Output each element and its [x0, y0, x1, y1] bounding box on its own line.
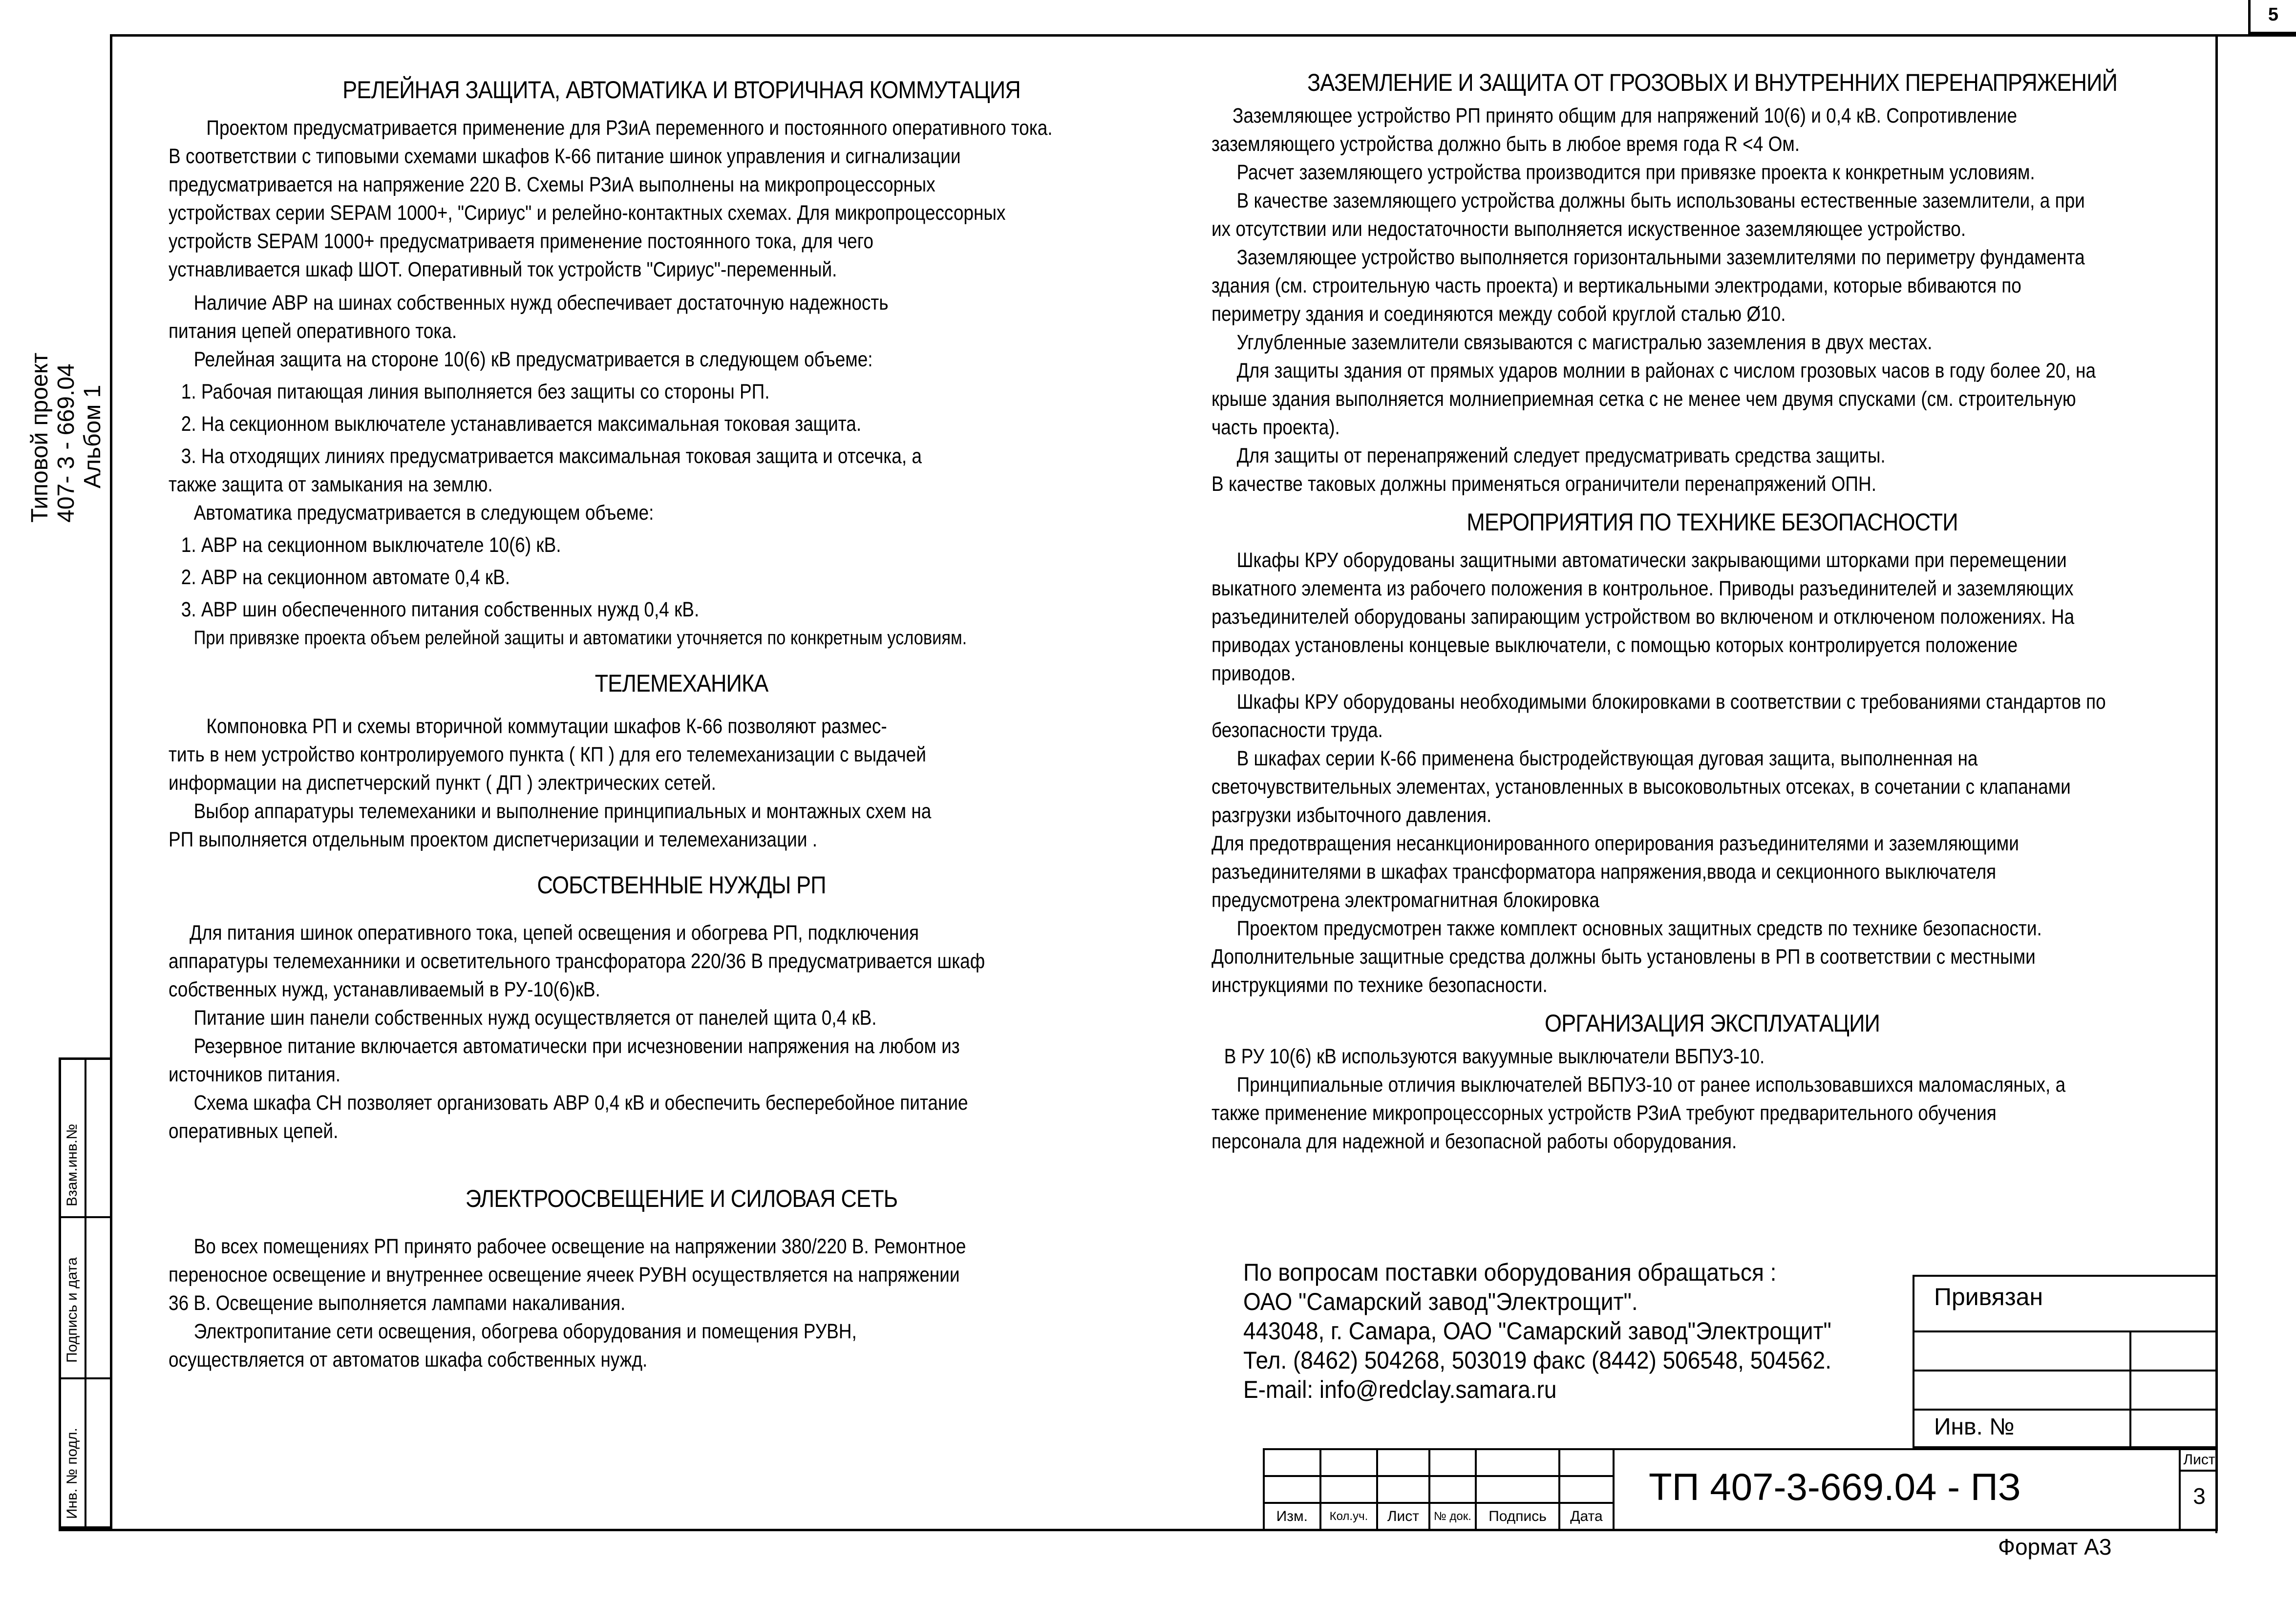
title-block-grid [1263, 1448, 1615, 1531]
paragraph-line: устройств SEPAM 1000+ предусматриваетя применение постоянного тока, для чего [169, 230, 873, 253]
paragraph-line: Во всех помещениях РП принято рабочее освещение на напряжении 380/220 В. Ремонтное [193, 1235, 966, 1258]
contacts-block [1243, 1258, 1927, 1404]
paragraph-line: приводов. [1212, 662, 1296, 685]
list-item: 2. АВР на секционном автомате 0,4 кВ. [181, 566, 510, 589]
section-title-operation: ОРГАНИЗАЦИЯ ЭКСПЛУАТАЦИИ [1545, 1010, 1880, 1037]
paragraph-line: аппаратуры телемеханники и осветительного трансфоратора 220/36 В предусматривается шкаф [169, 950, 985, 973]
paragraph-line: разъединителями в шкафах трансформатора напряжения,ввода и секционного выключателя [1212, 860, 1997, 884]
binding-box-inv: Инв. № [1934, 1414, 2015, 1440]
paragraph-line: РП выполняется отдельным проектом диспетчеризации и телемеханизации . [169, 828, 818, 851]
list-item: 1. Рабочая питающая линия выполняется без защиты со стороны РП. [181, 380, 770, 403]
stamp-inv-replace: Взам.инв.№ [64, 1123, 80, 1206]
paragraph-line: Релейная защита на стороне 10(6) кВ предусматривается в следующем объеме: [193, 348, 873, 371]
paragraph-line: собственных нужд, устанавливаемый в РУ-10(6)кВ. [169, 978, 600, 1001]
section-title-telemechanics: ТЕЛЕМЕХАНИКА [595, 670, 768, 697]
project-label-line2: 407- 3 - 669.04 [53, 363, 79, 523]
paragraph-line: Заземляющее устройство выполняется горизонтальными заземлителями по периметру фундамента [1236, 246, 2085, 269]
paragraph-line: устнавливается шкаф ШОТ. Оперативный ток устройств "Сириус"-переменный. [169, 258, 837, 281]
paragraph-line: тить в нем устройство контролируемого пункта ( КП ) для его телемеханизации с выдачей [169, 743, 926, 766]
paragraph-line: также применение микропроцессорных устройств РЗиА требуют предварительного обучения [1212, 1101, 1997, 1125]
paragraph-line: Компоновка РП и схемы вторичной коммутации шкафов К-66 позволяют размес- [206, 715, 887, 738]
binding-box-hline [1914, 1330, 2218, 1332]
paragraph-line: инструкциями по технике безопасности. [1212, 973, 1548, 997]
paragraph-line: разъединителей оборудованы запирающим устройством во включеном и отключеном положениях. На [1212, 605, 2075, 629]
paragraph-line: В качестве заземляющего устройства должны быть использованы естественные заземлители, а при [1236, 189, 2085, 212]
contacts-line: E-mail: info@redclay.samara.ru [1243, 1376, 1557, 1403]
sheet-label: Лист [2181, 1450, 2218, 1472]
left-stamp-divider [85, 1060, 86, 1529]
paragraph-line: устройствах серии SEPAM 1000+, "Сириус" и релейно-контактных схемах. Для микропроцессорных [169, 201, 1006, 225]
paragraph-line: Электропитание сети освещения, обогрева оборудования и помещения РУВН, [193, 1320, 857, 1343]
paragraph-line: безопасности труда. [1212, 718, 1383, 742]
paragraph-line: светочувствительных элементах, установленных в высоковольтных отсеках, в сочетании с клапанами [1212, 775, 2071, 799]
left-stamp-h2 [61, 1377, 110, 1379]
list-item: 3. АВР шин обеспеченного питания собственных нужд 0,4 кВ. [181, 598, 700, 621]
paragraph-line: Для предотвращения несанкционированного оперирования разъединителями и заземляющими [1212, 832, 2019, 855]
paragraph-line: их отсутствии или недостаточности выполняется искуственное заземляющее устройство. [1212, 217, 1966, 241]
paragraph-line: выкатного элемента из рабочего положения в контрольное. Приводы разъединителей и заземляющих [1212, 577, 2074, 600]
format-label: Формат А3 [1998, 1534, 2112, 1560]
paragraph-line: Наличие АВР на шинах собственных нужд обеспечивает достаточную надежность [193, 291, 889, 315]
project-label-line3: Альбом 1 [80, 384, 106, 488]
frame-top [110, 34, 2296, 37]
paragraph-line: Схема шкафа СН позволяет организовать АВР 0,4 кВ и обеспечить бесперебойное питание [193, 1091, 968, 1115]
right-column [1212, 68, 2213, 1156]
paragraph-line: переносное освещение и внутреннее освещение ячеек РУВН осуществляется на напряжении [169, 1263, 960, 1287]
paragraph-line: Выбор аппаратуры телемеханики и выполнение принципиальных и монтажных схем на [193, 800, 932, 823]
tb-col-date: Дата [1559, 1503, 1614, 1530]
paragraph-line: Проектом предусматривается применение для РЗиА переменного и постоянного оперативного тока. [206, 116, 1053, 140]
section-title-safety: МЕРОПРИЯТИЯ ПО ТЕХНИКЕ БЕЗОПАСНОСТИ [1467, 508, 1958, 536]
paragraph-line: Расчет заземляющего устройства производится при привязке проекта к конкретным условиям. [1236, 161, 2035, 184]
project-label-line1: Типовой проект [27, 352, 53, 523]
paragraph-line: При привязке проекта объем релейной защиты и автоматики уточняется по конкретным условиям. [193, 627, 967, 649]
binding-box [1913, 1275, 2218, 1448]
list-item: 3. На отходящих линиях предусматривается максимальная токовая защита и отсечка, а [181, 444, 922, 468]
paragraph-line: оперативных цепей. [169, 1119, 339, 1143]
list-item: 1. АВР на секционном выключателе 10(6) кВ. [181, 533, 561, 557]
paragraph-line: также защита от замыкания на землю. [169, 473, 493, 496]
left-column [169, 76, 1194, 1374]
left-stamp [59, 1057, 110, 1529]
paragraph-line: 36 В. Освещение выполняется лампами накаливания. [169, 1291, 626, 1315]
paragraph-line: В качестве таковых должны применяться ограничители перенапряжений ОПН. [1212, 472, 1876, 496]
paragraph-line: Углубленные заземлители связываются с магистралью заземления в двух местах. [1236, 331, 1933, 354]
paragraph-line: Резервное питание включается автоматически при исчезновении напряжения на любом из [193, 1034, 960, 1058]
sheet-cell [2179, 1448, 2218, 1531]
tb-col-list: Лист [1377, 1503, 1429, 1530]
tb-col-ndoc: № док. [1429, 1503, 1476, 1530]
contacts-line: Тел. (8462) 504268, 503019 факс (8442) 506548, 504562. [1243, 1347, 1832, 1374]
contacts-line: 443048, г. Самара, ОАО "Самарский завод"Электрощит" [1243, 1317, 1831, 1345]
paragraph-line: В РУ 10(6) кВ используются вакуумные выключатели ВБПУЗ-10. [1224, 1045, 1765, 1068]
paragraph-line: Шкафы КРУ оборудованы защитными автоматически закрывающими шторками при перемещении [1236, 549, 2067, 572]
paragraph-line: осуществляется от автоматов шкафа собственных нужд. [169, 1348, 648, 1372]
paragraph-line: источников питания. [169, 1063, 341, 1086]
binding-box-vline [2129, 1330, 2131, 1448]
paragraph-line: разгрузки избыточного давления. [1212, 803, 1492, 827]
section-title-grounding: ЗАЗЕМЛЕНИЕ И ЗАЩИТА ОТ ГРОЗОВЫХ И ВНУТРЕННИХ ПЕРЕНАПРЯЖЕНИЙ [1307, 69, 2118, 96]
contacts-line: По вопросам поставки оборудования обращаться : [1243, 1259, 1777, 1286]
left-stamp-h1 [61, 1216, 110, 1218]
section-title-lighting: ЭЛЕКТРООСВЕЩЕНИЕ И СИЛОВАЯ СЕТЬ [465, 1185, 898, 1212]
stamp-inv-orig: Инв. № подл. [64, 1428, 80, 1519]
paragraph-line: Для защиты здания от прямых ударов молнии в районах с числом грозовых часов в году более 20, на [1236, 359, 2096, 382]
section-title-relay: РЕЛЕЙНАЯ ЗАЩИТА, АВТОМАТИКА И ВТОРИЧНАЯ КОММУТАЦИЯ [342, 76, 1020, 104]
binding-box-hline [1914, 1409, 2218, 1411]
paragraph-line: периметру здания и соединяются между собой круглой сталью Ø10. [1212, 302, 1786, 326]
paragraph-line: заземляющего устройства должно быть в любое время года R <4 Ом. [1212, 132, 1800, 156]
paragraph-line: предусмотрена электромагнитная блокировка [1212, 888, 1599, 912]
page-number: 5 [2248, 0, 2296, 34]
paragraph-line: Принципиальные отличия выключателей ВБПУЗ-10 от ранее использовавшихся маломасляных, а [1236, 1073, 2066, 1097]
frame-left [110, 34, 112, 1531]
paragraph-line: Питание шин панели собственных нужд осуществляется от панелей щита 0,4 кВ. [193, 1006, 877, 1030]
paragraph-line: В шкафах серии К-66 применена быстродействующая дуговая защита, выполненная на [1236, 747, 1978, 770]
paragraph-line: персонала для надежной и безопасной работы оборудования. [1212, 1130, 1737, 1153]
paragraph-line: приводах установлены концевые выключатели, с помощью которых контролируется положение [1212, 633, 2018, 657]
paragraph-line: Автоматика предусматривается в следующем объеме: [193, 501, 654, 525]
binding-box-hline [1914, 1370, 2218, 1372]
paragraph-line: Для защиты от перенапряжений следует предусматривать средства защиты. [1236, 444, 1886, 467]
paragraph-line: Заземляющее устройство РП принято общим для напряжений 10(6) и 0,4 кВ. Сопротивление [1233, 104, 2018, 127]
tb-col-kolvo: Кол.уч. [1320, 1503, 1378, 1530]
document-code: ТП 407-3-669.04 - ПЗ [1649, 1465, 2021, 1508]
paragraph-line: Для питания шинок оперативного тока, цепей освещения и обогрева РП, подключения [190, 921, 919, 945]
tb-col-izm: Изм. [1264, 1503, 1320, 1530]
sheet-number: 3 [2193, 1483, 2206, 1509]
paragraph-line: питания цепей оперативного тока. [169, 319, 457, 343]
tb-col-sign: Подпись [1476, 1503, 1559, 1530]
binding-box-title: Привязан [1934, 1283, 2043, 1310]
stamp-sign-date: Подпись и дата [64, 1257, 80, 1363]
paragraph-line: Шкафы КРУ оборудованы необходимыми блокировками в соответствии с требованиями стандартов по [1236, 690, 2106, 714]
paragraph-line: В соответствии с типовыми схемами шкафов К-66 питание шинок управления и сигнализации [169, 145, 961, 168]
section-title-own-needs: СОБСТВЕННЫЕ НУЖДЫ РП [537, 871, 826, 899]
paragraph-line: здания (см. строительную часть проекта) и вертикальными электродами, которые вбиваются по [1212, 274, 2021, 297]
paragraph-line: информации на диспетчерский пункт ( ДП ) электрических сетей. [169, 771, 716, 795]
contacts-line: ОАО "Самарский завод"Электрощит". [1243, 1288, 1638, 1315]
paragraph-line: предусматривается на напряжение 220 В. Схемы РЗиА выполнены на микропроцессорных [169, 173, 935, 196]
title-block-main [1615, 1448, 2215, 1531]
paragraph-line: крыше здания выполняется молниеприемная сетка с не менее чем двумя спусками (см. строительную [1212, 387, 2076, 411]
paragraph-line: Проектом предусмотрен также комплект основных защитных средств по технике безопасности. [1236, 917, 2042, 940]
list-item: 2. На секционном выключателе устанавливается максимальная токовая защита. [181, 412, 862, 436]
paragraph-line: Дополнительные защитные средства должны быть установлены в РП в соответствии с местными [1212, 945, 2036, 969]
project-label [27, 353, 106, 523]
paragraph-line: часть проекта). [1212, 416, 1340, 439]
